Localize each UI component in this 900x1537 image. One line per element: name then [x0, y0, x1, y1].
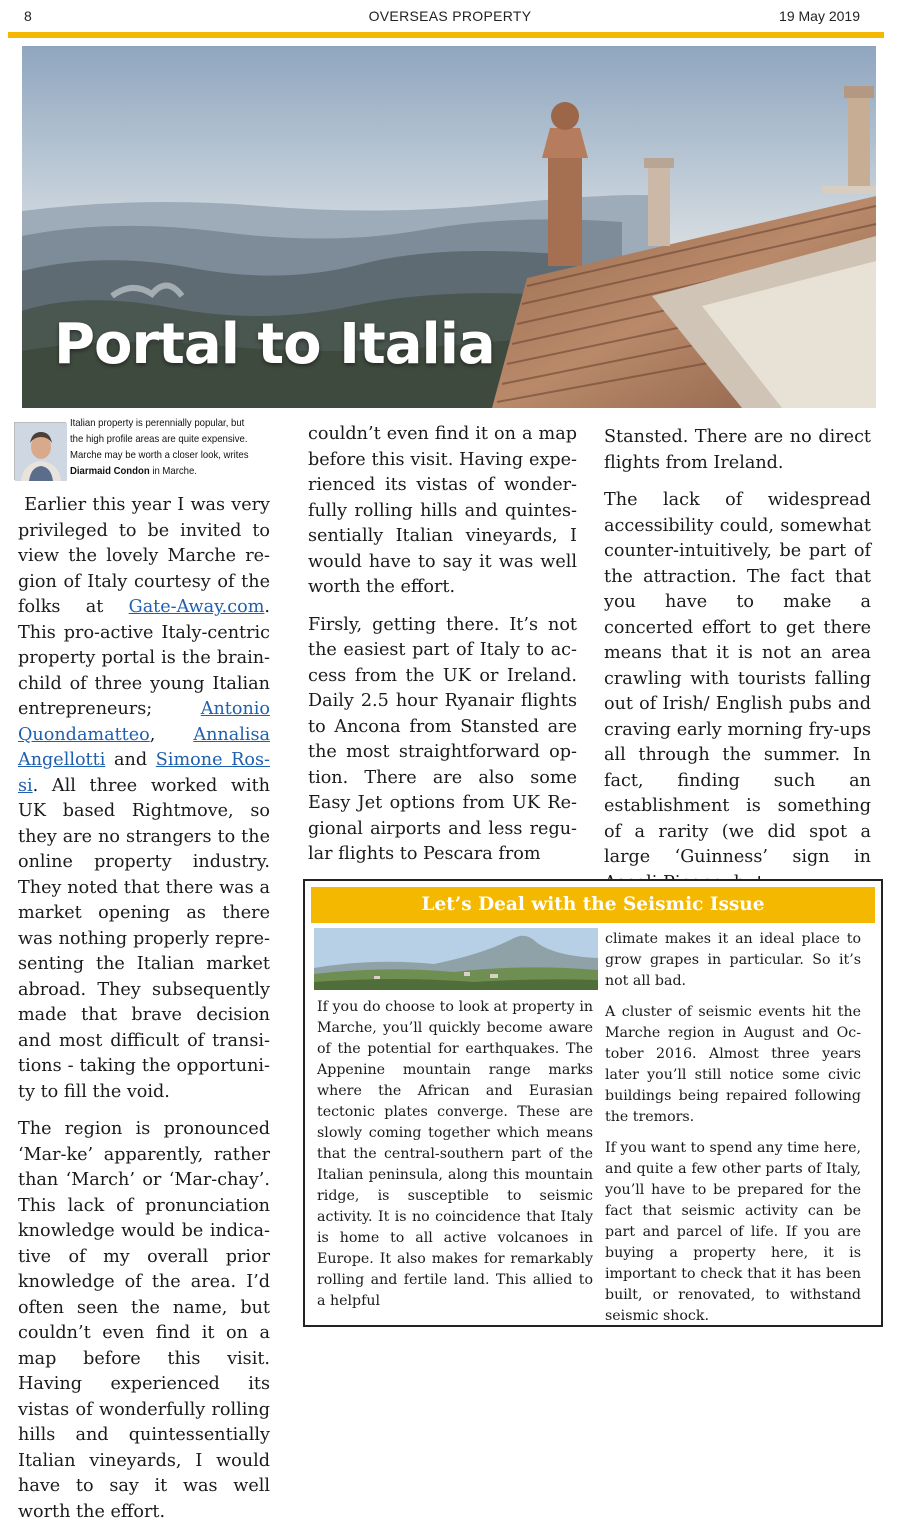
- sidebar-column-1: [317, 997, 593, 1322]
- article-headline: Portal to Italia: [54, 312, 495, 377]
- paragraph-accessibility: The lack of widespread accessibility could, somewhat counter-intuitively, be part of the attraction. The fact that you have to make a concerted effort to get there means that it is not an area crawling with tourists falling out of Irish/ English pubs and craving early morning fry-ups all through the summer. In fact, finding such an establishment is something of a rarity (we did spot a large ‘Guinness’ sign in: [604, 490, 871, 867]
- paragraph-flights: Stansted. There are no direct flights from Ireland.: [604, 427, 871, 473]
- sidebar-photo: [314, 928, 598, 990]
- sidebar-column-2: [605, 929, 861, 1337]
- page-header: [0, 0, 900, 34]
- paragraph-getting-there: Firsly, getting there. It’s not the easiest part of Italy to access from the UK or Ireland. Daily 2.5 hour Ryanair flights to Ancona from Stansted are the most straightforward option. There are also some Easy Jet options from UK Regional airports and less regular flights to Pescara from: [308, 614, 577, 864]
- issue-date: 19 May 2019: [779, 8, 860, 24]
- page-number: 8: [24, 8, 32, 24]
- article-column-1: [18, 493, 270, 1537]
- byline: [14, 414, 276, 484]
- sidebar-paragraph-3: If you want to spend any time here, and quite a few other parts of Italy, you’ll have to be prepared for the fact that seismic activity can be part and parcel of life. If you are buying a property here, it is important to check that it has been built, or renovated, to withstand seismic shock.: [605, 1140, 861, 1324]
- hero-photo: [22, 46, 876, 408]
- section-title: OVERSEAS PROPERTY: [368, 8, 532, 24]
- paragraph-continued: couldn’t even find it on a map before this visit. Having experienced its vistas of wonderfully rolling hills and quintessentially Italian vineyards, I would have to say it was well worth the effort.: [308, 424, 577, 597]
- standfirst: Italian property is perennially popular, but the high profile areas are quite expensive. Marche may be worth a closer look, writes Diarmaid Condon in Marche.: [70, 418, 249, 477]
- sidebar-box: [303, 879, 883, 1327]
- sidebar-paragraph-2: A cluster of seismic events hit the Marche region in August and October 2016. Almost three years later you’ll still notice some civic buildings being repaired following the tremors.: [605, 1004, 861, 1125]
- paragraph-pronunciation: The region is pronounced ‘Mar-ke’ apparently, rather than ‘March’ or ‘Mar-chay’. This lack of pronunciation knowledge would be indicative of my overall prior knowledge of the area. I’d often seen the name, but couldn’t even find it on a map before this visit. Having experienced its vistas of wonderfully rolling hills and quintessentially Italian vineyards, I would have to say it was well worth the effort.: [18, 1119, 270, 1522]
- author-name: Diarmaid Condon: [70, 466, 150, 477]
- sidebar-title: Let’s Deal with the Seismic Issue: [311, 887, 875, 923]
- sidebar-paragraph-1: If you do choose to look at property in Marche, you’ll quickly become aware of the potential for earthquakes. The Appenine mountain range marks where the African and Eurasian tectonic plates converge. These are slowly coming together which means that the central-southern part of the Italian peninsula, along this mountain ridge, is susceptible to seismic activity. It is no coincidence that Italy is home to all active volcanoes in Europe. It also makes for remarkably rolling and fertile land. This allied to a helpful: [317, 999, 593, 1309]
- header-rule: [8, 32, 884, 38]
- author-photo: [14, 422, 66, 480]
- link-antonio-quondamatteo[interactable]: Antonio Quondamatteo: [18, 699, 270, 745]
- article-column-2: [308, 422, 577, 880]
- paragraph-intro: Earlier this year I was very privileged to be invited to view the lovely Marche region of Italy courtesy of the folks at Gate-Away.com. This pro-active Italy-centric property portal is the brainchild of three young Italian entrepreneurs; Antonio Quondamatteo, Annalisa Angellotti and Simone Rossi. All three worked with UK based Rightmove, so they are no strangers to the online property industry. They noted that there was a market opening as there was nothing properly representing the Italian market abroad. They subsequently made that brave decision and most difficult of transitions - taking the opportunity to fill the void.: [18, 495, 270, 1102]
- sidebar-paragraph-1-continued: climate makes it an ideal place to grow grapes in particular. So it’s not all bad.: [605, 931, 861, 989]
- link-annalisa-angellotti[interactable]: Annalisa Angellotti: [18, 724, 270, 770]
- link-gate-away[interactable]: Gate-Away.com: [128, 597, 265, 617]
- link-simone-rossi[interactable]: Simone Rossi: [18, 750, 270, 796]
- article-column-3: [604, 425, 871, 908]
